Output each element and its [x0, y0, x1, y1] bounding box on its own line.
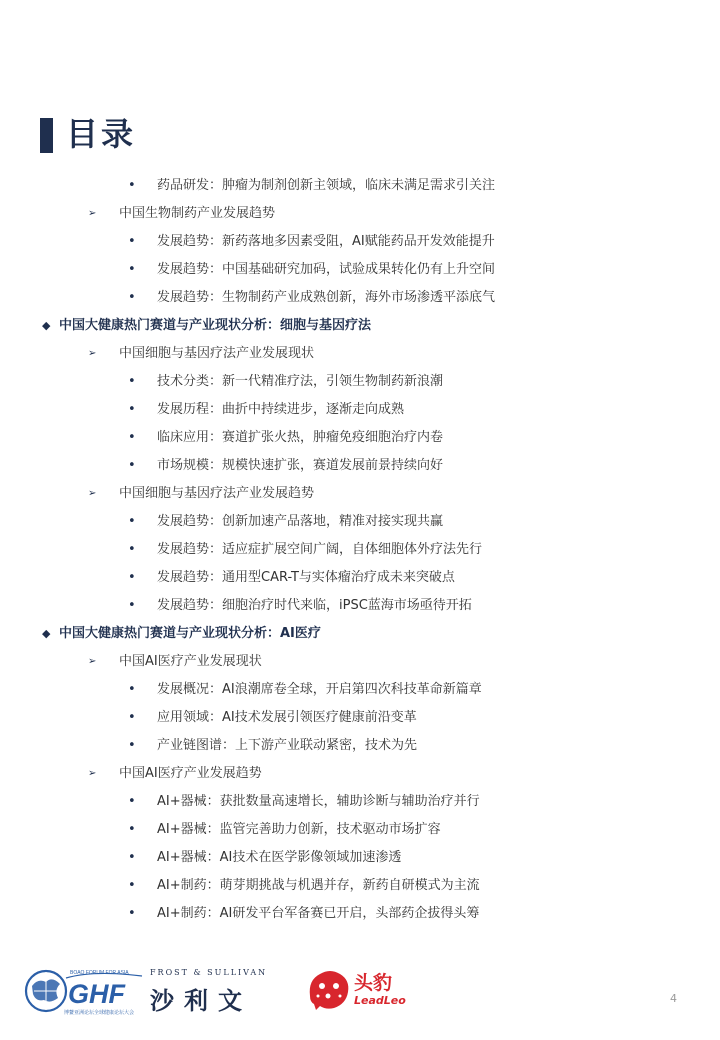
dot-bullet-icon: • — [128, 850, 136, 865]
frost-sullivan-en: FROST & SULLIVAN — [150, 968, 268, 977]
dot-bullet-icon: • — [128, 542, 136, 557]
toc-entry-text: 中国细胞与基因疗法产业发展现状 — [119, 346, 315, 361]
arrow-bullet-icon: ➢ — [88, 488, 97, 499]
footer-logos — [0, 960, 720, 1020]
toc-subsection[interactable] — [0, 704, 720, 732]
toc-entry-text: 发展趋势：适应症扩展空间广阔，自体细胞体外疗法先行 — [157, 542, 483, 557]
toc-entry-text: 中国生物制药产业发展趋势 — [119, 206, 276, 221]
dot-bullet-icon: • — [128, 682, 136, 697]
toc-entry-text: 技术分类：新一代精准疗法，引领生物制药新浪潮 — [157, 374, 444, 389]
dot-bullet-icon: • — [128, 822, 136, 837]
dot-bullet-icon: • — [128, 598, 136, 613]
leadleo-en: LeadLeo — [354, 994, 406, 1007]
toc-subsection[interactable] — [0, 676, 720, 704]
table-of-contents — [0, 172, 720, 928]
toc-entry-text: AI+器械：AI技术在医学影像领域加速渗透 — [157, 850, 402, 865]
toc-subsection[interactable] — [0, 508, 720, 536]
toc-subsection[interactable] — [0, 732, 720, 760]
dot-bullet-icon: • — [128, 178, 136, 193]
dot-bullet-icon: • — [128, 794, 136, 809]
toc-entry-text: 中国大健康热门赛道与产业现状分析：AI医疗 — [59, 626, 321, 641]
toc-entry-text: 发展趋势：创新加速产品落地，精准对接实现共赢 — [157, 514, 444, 529]
page-title: 目录 — [66, 115, 137, 153]
dot-bullet-icon: • — [128, 402, 136, 417]
toc-subsection[interactable] — [0, 788, 720, 816]
toc-entry-text: 发展历程：曲折中持续进步，逐渐走向成熟 — [157, 402, 405, 417]
toc-subsection[interactable] — [0, 172, 720, 200]
toc-subsection[interactable] — [0, 284, 720, 312]
toc-entry-text: AI+制药：AI研发平台军备赛已开启，头部药企拔得头筹 — [157, 906, 480, 921]
toc-entry-text: 发展趋势：新药落地多因素受阻，AI赋能药品开发效能提升 — [157, 234, 495, 249]
arrow-bullet-icon: ➢ — [88, 348, 97, 359]
leadleo-cn: 头豹 — [354, 972, 393, 994]
toc-entry-text: 药品研发：肿瘤为制剂创新主领域，临床未满足需求引关注 — [157, 178, 496, 193]
dot-bullet-icon: • — [128, 514, 136, 529]
toc-entry-text: 发展趋势：中国基础研究加码，试验成果转化仍有上升空间 — [157, 262, 496, 277]
title-accent-bar — [40, 118, 53, 153]
toc-section[interactable] — [0, 480, 720, 508]
toc-entry-text: 临床应用：赛道扩张火热，肿瘤免疫细胞治疗内卷 — [157, 430, 444, 445]
dot-bullet-icon: • — [128, 234, 136, 249]
ghf-sub-text: 博鳌亚洲论坛全球健康论坛大会 — [64, 1010, 135, 1016]
toc-subsection[interactable] — [0, 592, 720, 620]
diamond-bullet-icon: ◆ — [42, 627, 51, 640]
toc-entry-text: AI+制药：萌芽期挑战与机遇并存，新药自研模式为主流 — [157, 878, 480, 893]
toc-entry-text: AI+器械：监管完善助力创新，技术驱动市场扩容 — [157, 822, 441, 837]
toc-entry-text: AI+器械：获批数量高速增长，辅助诊断与辅助治疗并行 — [157, 794, 480, 809]
toc-entry-text: 市场规模：规模快速扩张，赛道发展前景持续向好 — [157, 458, 444, 473]
leadleo-logo — [306, 966, 416, 1014]
dot-bullet-icon: • — [128, 374, 136, 389]
toc-entry-text: 产业链图谱：上下游产业联动紧密，技术为先 — [157, 738, 418, 753]
toc-subsection[interactable] — [0, 452, 720, 480]
page-number: 4 — [670, 992, 677, 1005]
toc-subsection[interactable] — [0, 844, 720, 872]
ghf-top-text: BOAO FORUM FOR ASIA — [70, 970, 129, 976]
toc-subsection[interactable] — [0, 256, 720, 284]
toc-subsection[interactable] — [0, 816, 720, 844]
ghf-logo — [24, 964, 146, 1016]
toc-entry-text: 中国细胞与基因疗法产业发展趋势 — [119, 486, 315, 501]
toc-subsection[interactable] — [0, 424, 720, 452]
dot-bullet-icon: • — [128, 430, 136, 445]
dot-bullet-icon: • — [128, 458, 136, 473]
toc-subsection[interactable] — [0, 536, 720, 564]
toc-subsection[interactable] — [0, 564, 720, 592]
dot-bullet-icon: • — [128, 906, 136, 921]
toc-section[interactable] — [0, 340, 720, 368]
toc-entry-text: 中国AI医疗产业发展现状 — [119, 654, 262, 669]
toc-subsection[interactable] — [0, 900, 720, 928]
toc-entry-text: 发展趋势：通用型CAR-T与实体瘤治疗成未来突破点 — [157, 570, 455, 585]
dot-bullet-icon: • — [128, 710, 136, 725]
dot-bullet-icon: • — [128, 570, 136, 585]
toc-subsection[interactable] — [0, 396, 720, 424]
toc-subsection[interactable] — [0, 368, 720, 396]
dot-bullet-icon: • — [128, 738, 136, 753]
arrow-bullet-icon: ➢ — [88, 768, 97, 779]
frost-sullivan-logo — [150, 968, 290, 1015]
dot-bullet-icon: • — [128, 262, 136, 277]
leopard-icon — [306, 966, 352, 1012]
diamond-bullet-icon: ◆ — [42, 319, 51, 332]
toc-subsection[interactable] — [0, 872, 720, 900]
ghf-logo-text: GHF — [68, 979, 125, 1009]
toc-entry-text: 应用领域：AI技术发展引领医疗健康前沿变革 — [157, 710, 417, 725]
toc-section[interactable] — [0, 648, 720, 676]
toc-section[interactable] — [0, 760, 720, 788]
toc-chapter[interactable] — [0, 312, 720, 340]
toc-chapter[interactable] — [0, 620, 720, 648]
arrow-bullet-icon: ➢ — [88, 656, 97, 667]
dot-bullet-icon: • — [128, 290, 136, 305]
toc-subsection[interactable] — [0, 228, 720, 256]
frost-sullivan-cn: 沙利文 — [150, 987, 252, 1015]
toc-entry-text: 中国大健康热门赛道与产业现状分析：细胞与基因疗法 — [59, 318, 372, 333]
arrow-bullet-icon: ➢ — [88, 208, 97, 219]
toc-section[interactable] — [0, 200, 720, 228]
toc-entry-text: 中国AI医疗产业发展趋势 — [119, 766, 262, 781]
toc-entry-text: 发展概况：AI浪潮席卷全球，开启第四次科技革命新篇章 — [157, 682, 482, 697]
dot-bullet-icon: • — [128, 878, 136, 893]
toc-entry-text: 发展趋势：生物制药产业成熟创新，海外市场渗透平添底气 — [157, 290, 496, 305]
toc-entry-text: 发展趋势：细胞治疗时代来临，iPSC蓝海市场亟待开拓 — [157, 598, 472, 613]
